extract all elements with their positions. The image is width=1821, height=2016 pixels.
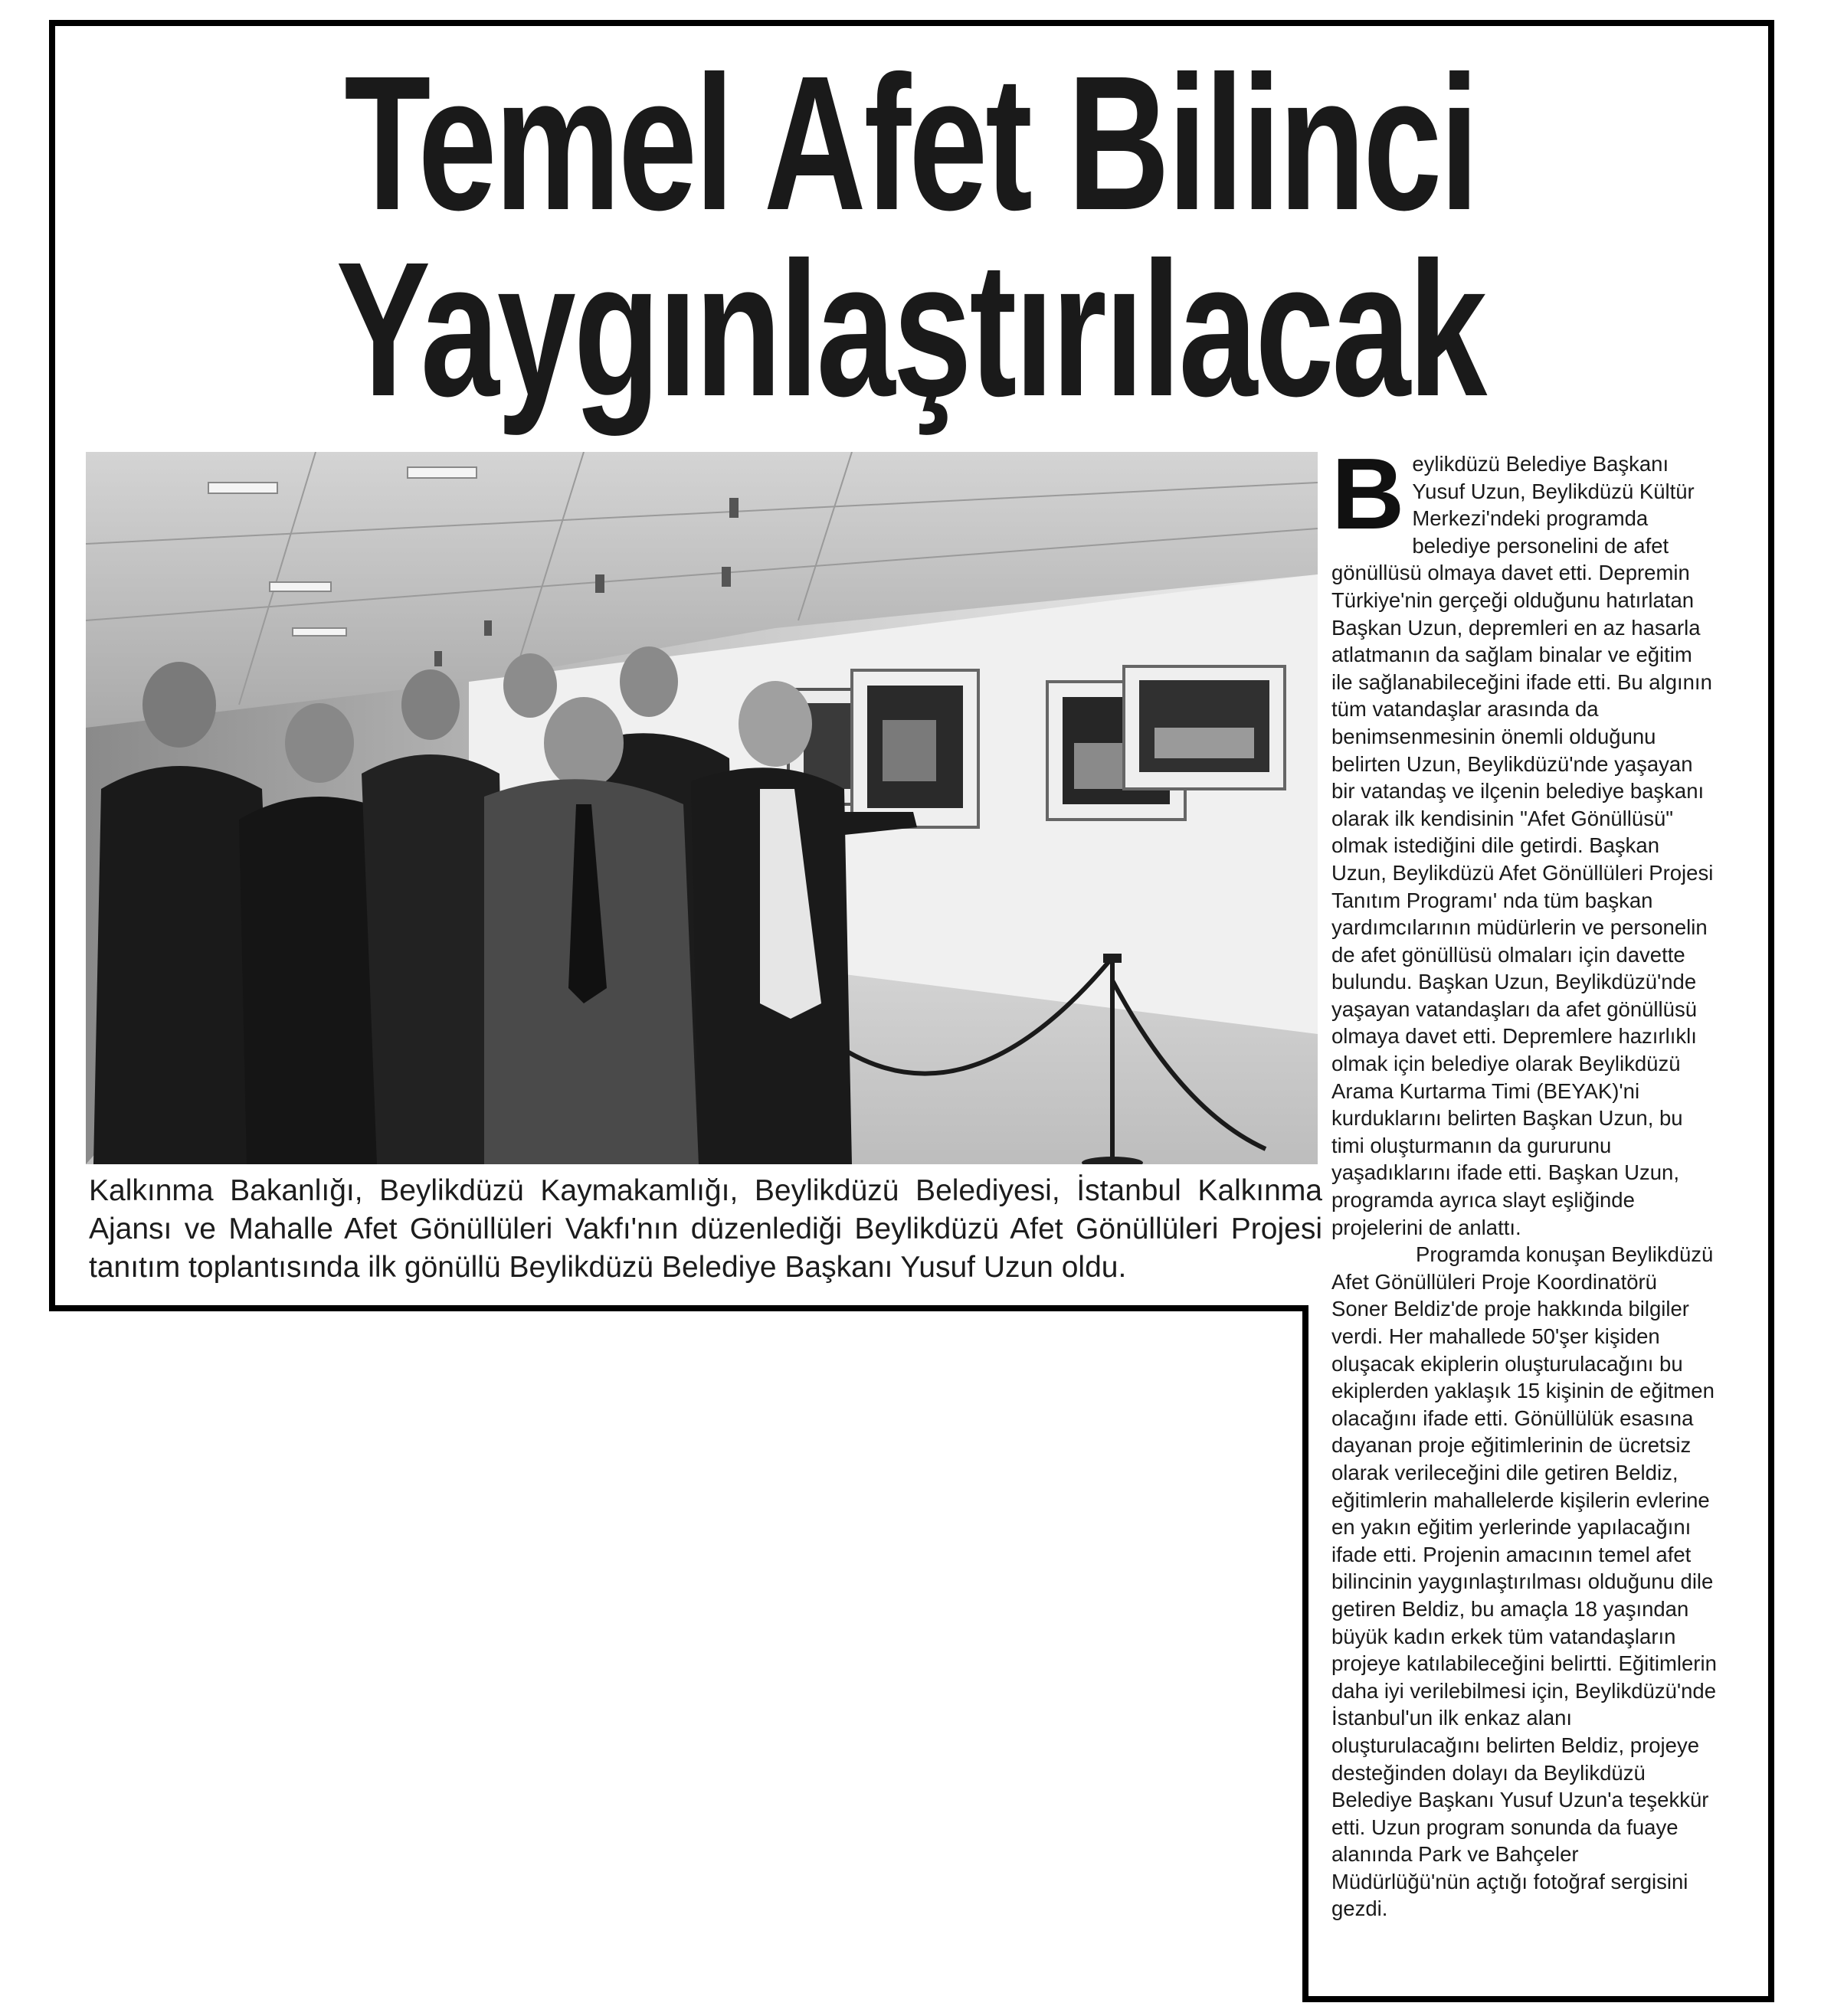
article-photo [86,452,1318,1164]
headline-line-1: Temel Afet Bilinci [344,36,1477,250]
clipping-border-step [1302,1305,1308,2002]
clipping-border-middle [49,1305,1308,1311]
paragraph-1-text: eylikdüzü Belediye Başkanı Yusuf Uzun, Beylikdüzü Kültür Merkezi'ndeki programda belediye personelini de afet gönüllüsü olmaya davet etti. Depremin Türkiye'nin gerçeği olduğunu hatırlatan Başkan Uzun, depremleri en az hasarla atlatmanın da sağlam binalar ve eğitim ile sağlanabileceğini ifade etti. Bu algının tüm vatandaşlar arasında da benimsenmesinin önemli olduğunu belirten Uzun, Beylikdüzü'nde yaşayan bir vatandaş ve ilçenin belediye başkanı olarak ilk kendisinin "Afet Gönüllüsü" olmak istediğini dile getirdi. Başkan Uzun, Beylikdüzü Afet Gönüllüleri Projesi Tanıtım Programı' nda tüm başkan yardımcılarının müdürlerin ve personelin de afet gönüllüsü olmaları için davette bulundu. Başkan Uzun, Beylikdüzü'nde yaşayan vatandaşları da afet gönüllüsü olmaya davet etti. Depremlere hazırlıklı olmak için belediye olarak Beylikdüzü Arama Kurtarma Timi (BEYAK)'ni kurduklarını belirten Başkan Uzun, bu timi oluşturmanın da gururunu yaşadıklarını ifade etti. Başkan Uzun, programda ayrıca slayt eşliğinde projelerini de anlattı. [1331,452,1714,1239]
article-body [1331,437,1718,1923]
clipping-border-right [1768,20,1774,2002]
photo-caption: Kalkınma Bakanlığı, Beylikdüzü Kaymakamlığı, Beylikdüzü Belediyesi, İstanbul Kalkınma Ajansı ve Mahalle Afet Gönüllüleri Vakfı'nın düzenlediği Beylikdüzü Afet Gönüllüleri Projesi tanıtım toplantısında ilk gönüllü Beylikdüzü Belediye Başkanı Yusuf Uzun oldu. [89,1174,1322,1284]
clipping-border-bottom [1302,1996,1774,2002]
paragraph-1 [1331,437,1718,1241]
headline-line-2: Yaygınlaştırılacak [336,222,1485,436]
drop-cap: B [1331,437,1405,550]
clipping-border-left [49,20,55,1311]
clipping-border-top [49,20,1774,26]
paragraph-2: Programda konuşan Beylikdüzü Afet Gönüllüleri Proje Koordinatörü Soner Beldiz'de proje hakkında bilgiler verdi. Her mahallede 50'şer kişiden oluşacak ekiplerin oluşturulacağını bu ekiplerden yaklaşık 15 kişinin de eğitmen olacağını ifade etti. Gönüllülük esasına dayanan proje eğitimlerinin de ücretsiz olarak verileceğini dile getiren Beldiz, eğitimlerin mahallelerde kişilerin evlerine en yakın eğitim yerlerinde yapılacağını ifade etti. Projenin amacının temel afet bilincinin yaygınlaştırılması olduğunu dile getiren Beldiz, bu amaçla 18 yaşından büyük kadın erkek tüm vatandaşların projeye katılabileceğini belirtti. Eğitimlerin daha iyi verilebilmesi için, Beylikdüzü'nde İstanbul'un ilk enkaz alanı oluşturulacağını belirten Beldiz, projeye desteğinden dolayı da Beylikdüzü Belediye Başkanı Yusuf Uzun'a teşekkür etti. Uzun program sonunda da fuaye alanında Park ve Bahçeler Müdürlüğü'nün açtığı fotoğraf sergisini gezdi. [1331,1242,1717,1921]
